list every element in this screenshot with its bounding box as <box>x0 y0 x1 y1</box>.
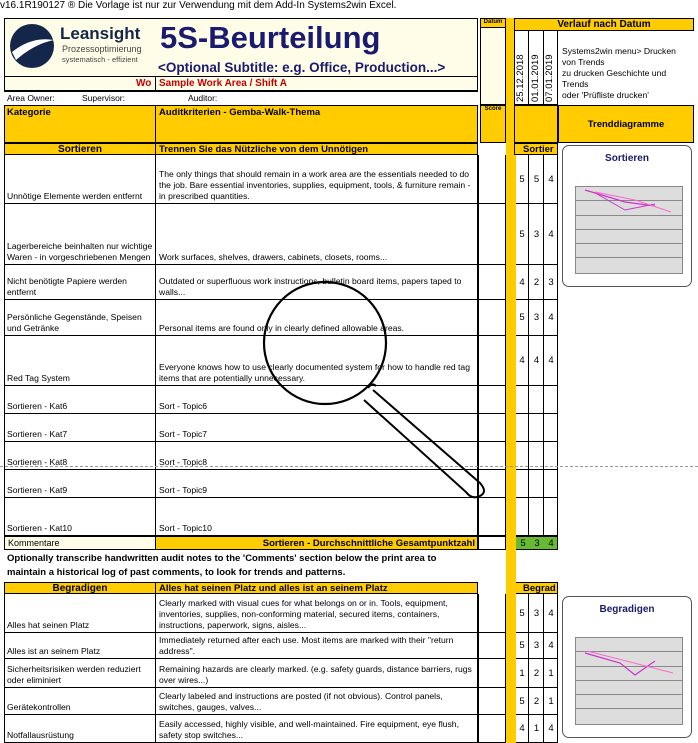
category-cell[interactable]: Sortieren - Kat8 <box>7 457 68 467</box>
history-value: 5 <box>519 640 525 651</box>
datum-header: Datum <box>480 18 506 28</box>
work-area-field[interactable]: Sample Work Area / Shift A <box>159 78 287 89</box>
history-value: 1 <box>548 695 554 707</box>
history-value: 4 <box>548 228 554 240</box>
history-value: 1 <box>548 667 554 679</box>
criteria-cell[interactable]: Easily accessed, highly visible, and well-maintained. Fire equipment, eye flush, safety stop switches... <box>159 719 459 740</box>
history-value: 5 <box>533 173 540 185</box>
category-cell[interactable]: Nicht benötigte Papiere werden entfernt <box>7 276 127 297</box>
history-value: 2 <box>533 695 540 707</box>
page-subtitle[interactable]: <Optional Subtitle: e.g. Office, Production...> <box>158 60 446 75</box>
history-cell <box>514 498 558 536</box>
verlauf-header: Verlauf nach Datum <box>514 18 694 31</box>
criteria-cell[interactable]: Remaining hazards are clearly marked. (e.g. safety guards, distance barriers, rugs over wires...) <box>159 664 472 685</box>
criteria-cell[interactable]: Sort - Topic7 <box>159 429 208 439</box>
section-begradigen-desc: Alles hat seinen Platz und alles ist an seinem Platz <box>155 582 478 594</box>
history-value: 4 <box>548 312 554 323</box>
history-cell <box>514 414 558 442</box>
criteria-cell[interactable]: Personal items are found only in clearly defined allowable areas. <box>159 323 405 333</box>
trend-lines-sortieren <box>575 186 683 274</box>
date-3: 07.01.2019 <box>544 54 555 102</box>
history-value: 3 <box>533 312 540 323</box>
history-value: 2 <box>533 276 540 288</box>
trend-title-sortieren: Sortieren <box>605 153 649 164</box>
logo <box>8 22 154 72</box>
average-label-sortieren: Sortieren - Durchschnittliche Gesamtpunktzahl <box>155 536 478 550</box>
logo-icon <box>8 22 56 70</box>
history-value: 5 <box>519 312 525 323</box>
history-value: 4 <box>548 640 554 651</box>
info-note: Systems2win menu> Drucken von Trends zu drucken Geschichte und Trends oder 'Prüfliste drucken' <box>562 46 676 100</box>
criteria-cell[interactable]: Clearly labeled and instructions are posted (if not obvious). Control panels, switches, gauges, valves... <box>159 691 443 712</box>
trend-chart-sortieren[interactable] <box>562 145 692 287</box>
history-value: 5 <box>519 173 525 185</box>
history-value: 4 <box>548 173 554 185</box>
supervisor-label: Supervisor: <box>82 93 125 103</box>
logo-tagline-1: Prozessoptimierung <box>62 44 142 54</box>
score-cell[interactable] <box>478 594 506 633</box>
avg-value-3: 4 <box>548 538 554 549</box>
history-value: 3 <box>533 607 540 619</box>
score-cell[interactable] <box>478 633 506 659</box>
score-header: Score <box>480 105 506 143</box>
criteria-cell[interactable]: The only things that should remain in a work area are the essentials needed to do the job. Bare essential inventories, supplies, equipment, tools, & furniture remain - in prescribed quantities. <box>159 169 471 201</box>
history-cell <box>514 470 558 498</box>
history-value: 5 <box>519 607 525 619</box>
version-note: v16.1R190127 ® Die Vorlage ist nur zur Verwendung mit dem Add-In Systems2win Excel. <box>0 0 397 11</box>
criteria-cell[interactable]: Sort - Topic8 <box>159 457 208 467</box>
page-title[interactable]: 5S-Beurteilung <box>160 20 381 55</box>
category-cell[interactable]: Sicherheitsrisiken werden reduziert oder eliminiert <box>7 664 141 685</box>
owner-label: Area Owner: <box>7 93 55 103</box>
history-value: 3 <box>533 640 540 651</box>
history-header-block <box>514 105 558 143</box>
trend-header: Trenddiagramme <box>558 105 694 143</box>
date-2: 01.01.2019 <box>530 54 541 102</box>
score-cell[interactable] <box>478 715 506 743</box>
wo-label: Wo <box>136 78 152 89</box>
section-sortieren-desc: Trennen Sie das Nützliche von dem Unnötigen <box>155 143 478 155</box>
history-value: 3 <box>533 228 540 240</box>
logo-tagline-2: systematisch - effizient <box>62 55 138 64</box>
history-value: 1 <box>519 667 525 679</box>
criteria-cell[interactable]: Sort - Topic6 <box>159 401 208 411</box>
score-cell[interactable] <box>478 688 506 715</box>
criteria-cell[interactable]: Work surfaces, shelves, drawers, cabinets, closets, rooms... <box>159 252 388 262</box>
audit-header: Auditkriterien - Gemba-Walk-Thema <box>159 107 321 118</box>
avg-value-2: 3 <box>534 538 540 549</box>
logo-name: Leansight <box>60 24 141 43</box>
history-cell <box>514 386 558 414</box>
score-cell[interactable] <box>478 155 506 204</box>
date-1: 25.12.2018 <box>515 54 526 102</box>
history-value: 4 <box>519 355 525 366</box>
kategorie-header: Kategorie <box>7 107 51 118</box>
history-value: 1 <box>533 723 540 734</box>
history-value: 4 <box>548 723 554 734</box>
avg-value-1: 5 <box>520 538 526 549</box>
datum-column <box>480 28 506 105</box>
category-cell[interactable]: Persönliche Gegenstände, Speisen und Getränke <box>7 312 142 333</box>
section-sortieren-title: Sortieren <box>4 143 156 155</box>
spacer-column <box>506 18 514 743</box>
category-cell[interactable]: Lagerbereiche beinhalten nur wichtige Waren - in vorgeschriebenen Mengen <box>7 241 153 262</box>
comment-note: Optionally transcribe handwritten audit notes to the 'Comments' section below the print area to maintain a historical log of past comments, to look for trends and patterns. <box>7 553 437 578</box>
criteria-cell[interactable]: Clearly marked with visual cues for what belongs on or in. Tools, equipment, inventories, supplies, non-conforming material, secured items, containers, instructions, paperwork, signs, aisles... <box>159 598 448 630</box>
section-begradigen-title: Begradigen <box>4 582 156 594</box>
kommentare-label: Kommentare <box>4 536 156 550</box>
trend-lines-begradigen <box>575 637 683 725</box>
category-cell[interactable]: Sortieren - Kat9 <box>7 485 68 495</box>
history-value: 5 <box>519 228 525 240</box>
history-label-sortieren: Sortier <box>514 143 558 155</box>
criteria-cell[interactable]: Everyone knows how to use clearly documented system for how to handle red tag items that are potentially unnecessary. <box>159 362 470 383</box>
history-value: 4 <box>519 723 525 734</box>
history-value: 3 <box>548 276 554 288</box>
category-cell[interactable]: Notfallausrüstung <box>7 730 74 740</box>
auditor-label: Auditor: <box>188 93 218 103</box>
average-history-sortieren <box>514 536 558 550</box>
history-strip <box>514 155 516 743</box>
trend-chart-begradigen[interactable] <box>562 596 692 738</box>
category-cell[interactable]: Red Tag System <box>7 373 70 383</box>
history-value: 5 <box>519 695 525 707</box>
history-value: 4 <box>533 355 540 366</box>
category-cell[interactable]: Sortieren - Kat6 <box>7 401 68 411</box>
criteria-cell[interactable]: Sort - Topic10 <box>159 523 212 533</box>
magnifier-icon <box>260 278 500 508</box>
category-cell[interactable]: Sortieren - Kat10 <box>7 523 72 533</box>
category-cell[interactable]: Alles ist an seinem Platz <box>7 646 101 656</box>
category-cell[interactable]: Unnötige Elemente werden entfernt <box>7 191 143 201</box>
category-cell[interactable]: Gerätekontrollen <box>7 702 71 712</box>
category-cell[interactable]: Sortieren - Kat7 <box>7 429 68 439</box>
average-score-sortieren <box>478 536 506 550</box>
history-value: 4 <box>548 607 554 619</box>
history-value: 4 <box>548 355 554 366</box>
criteria-cell[interactable]: Sort - Topic9 <box>159 485 208 495</box>
history-label-begradigen: Begrad <box>514 582 558 594</box>
criteria-cell[interactable]: Immediately returned after each use. Most items are marked with their "return address". <box>159 635 454 656</box>
criteria-cell[interactable]: Outdated or superfluous work instructions, bulletin board items, papers taped to walls... <box>159 276 462 297</box>
category-cell[interactable]: Alles hat seinen Platz <box>7 620 90 630</box>
history-value: 2 <box>533 667 540 679</box>
score-cell[interactable] <box>478 204 506 265</box>
trend-title-begradigen: Begradigen <box>599 604 655 615</box>
score-cell[interactable] <box>478 659 506 688</box>
history-value: 4 <box>519 276 525 288</box>
